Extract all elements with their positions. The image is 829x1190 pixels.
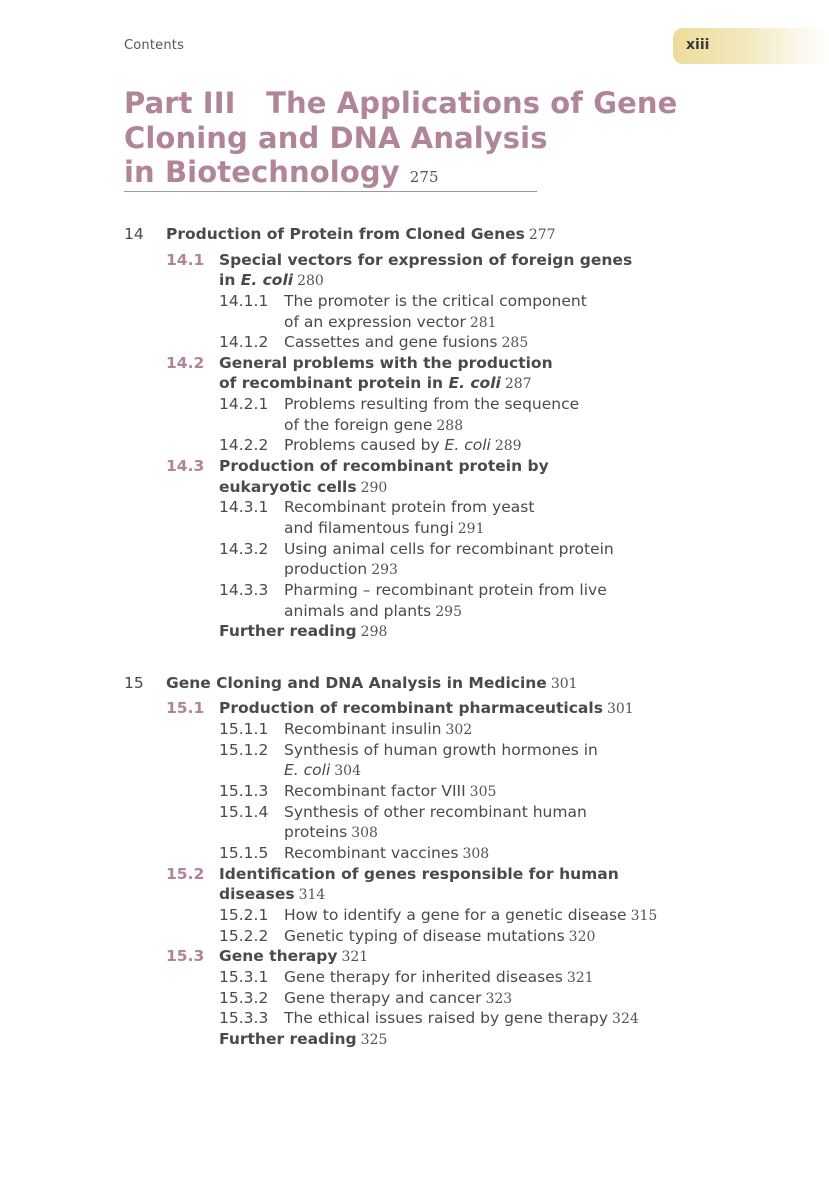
toc-entry-page: 324 [612,1011,639,1027]
toc-entry-page: 287 [504,376,532,392]
toc-entry-title [284,559,398,580]
toc-entry-page: 308 [351,825,378,841]
toc-entry-page: 323 [485,991,513,1007]
toc-entry-number: 15.1.5 [219,844,269,862]
toc-entry-text: Production of recombinant protein by [219,457,549,475]
toc-entry-title [219,864,619,884]
part-title-line-2: Cloning and DNA Analysis [124,120,548,155]
toc-entry-italic: E. coli [444,436,491,454]
toc-entry-title [284,539,614,559]
toc-entry-page: 325 [360,1032,388,1048]
toc-entry-page: 301 [606,701,634,717]
toc-entry-title [284,926,595,947]
toc-entry-text: Gene Cloning and DNA Analysis in Medicine [166,674,547,692]
toc-entry-text: and filamentous fungi [284,519,454,537]
toc-entry-text: Recombinant insulin [284,720,442,738]
toc-entry-title [166,673,578,694]
toc-entry-text: of an expression vector [284,313,466,331]
toc-entry-page: 285 [501,335,529,351]
toc-entry-text: Production of Protein from Cloned Genes [166,225,525,243]
toc-entry-title [284,580,607,600]
toc-entry-title [284,497,534,517]
part-page-number: 275 [409,168,439,186]
toc-entry-page: 320 [568,929,596,945]
toc-entry-title [284,760,361,781]
toc-entry-number: 15.3.2 [219,989,269,1007]
toc-entry-text: of the foreign gene [284,416,433,434]
toc-entry-italic: E. coli [448,374,501,392]
toc-entry-number: 15.1.2 [219,741,269,759]
toc-entry-title [284,415,463,436]
part-title-line-3-text: in Biotechnology [124,155,400,189]
toc-entry-title [284,518,485,539]
toc-entry-page: 302 [445,722,473,738]
toc-entry-number: 15.2.2 [219,927,269,945]
toc-entry-text: Further reading [219,622,357,640]
toc-entry-page: 290 [360,480,388,496]
toc-entry-number: 15.1.4 [219,803,269,821]
toc-entry-title [284,781,496,802]
toc-entry-text: How to identify a gene for a genetic disease [284,906,627,924]
toc-entry-text: Problems caused by [284,436,445,454]
toc-entry-title [219,456,549,476]
toc-entry-number: 14.3.2 [219,540,269,558]
title-rule [124,191,537,192]
toc-entry-number: 15 [124,674,144,692]
toc-entry-number: 14 [124,225,144,243]
page-number: xiii [686,37,710,53]
toc-entry-text: Genetic typing of disease mutations [284,927,565,945]
toc-entry-page: 314 [298,887,326,903]
toc-entry-title [284,394,579,414]
toc-entry-number: 15.1.3 [219,782,269,800]
toc-entry-title [219,373,532,394]
toc-entry-page: 281 [469,315,497,331]
toc-entry-title [284,435,522,456]
toc-entry-page: 308 [462,846,490,862]
toc-entry-title [284,719,472,740]
toc-entry-number: 15.1 [166,699,205,717]
toc-entry-title [219,270,324,291]
toc-entry-text: Problems resulting from the sequence [284,395,580,413]
toc-entry-number: 14.2 [166,354,205,372]
toc-entry-text: proteins [284,823,348,841]
toc-entry-number: 14.2.2 [219,436,269,454]
toc-entry-text: The promoter is the critical component [284,292,587,310]
toc-entry-title [284,332,528,353]
page-number-tab [673,28,829,64]
toc-entry-text: Further reading [219,1030,357,1048]
toc-entry-number: 15.3.1 [219,968,269,986]
toc-entry-title [219,1029,387,1050]
toc-entry-page: 304 [334,763,361,779]
toc-entry-text: Gene therapy and cancer [284,989,482,1007]
toc-entry-title [284,601,462,622]
toc-entry-number: 14.3 [166,457,205,475]
toc-entry-title [284,843,489,864]
toc-entry-title [219,250,632,270]
toc-entry-italic: E. coli [284,761,331,779]
toc-entry-title [284,988,512,1009]
toc-entry-page: 289 [494,438,522,454]
toc-entry-page: 280 [297,273,324,289]
toc-entry-text: General problems with the production [219,354,553,372]
part-title-line-3 [124,155,684,195]
toc-entry-text: animals and plants [284,602,432,620]
toc-entry-title [284,967,594,988]
toc-entry-text: Special vectors for expression of foreign genes [219,251,633,269]
toc-entry-title [284,1008,639,1029]
toc-entry-title [284,312,497,333]
toc-entry-page: 315 [630,908,658,924]
toc-entry-number: 15.3 [166,947,205,965]
toc-entry-text: Pharming – recombinant protein from live [284,581,607,599]
toc-entry-text: Production of recombinant pharmaceuticals [219,699,603,717]
toc-entry-number: 15.2 [166,865,205,883]
toc-entry-text: diseases [219,885,295,903]
toc-entry-page: 288 [436,418,464,434]
toc-entry-title [219,884,325,905]
toc-entry-page: 321 [566,970,594,986]
toc-entry-text: Recombinant factor VIII [284,782,466,800]
toc-entry-page: 321 [341,949,369,965]
toc-entry-text: Using animal cells for recombinant protein [284,540,614,558]
toc-entry-page: 298 [360,624,388,640]
toc-entry-page: 293 [371,562,398,578]
toc-entry-page: 277 [528,227,556,243]
toc-entry-number: 14.1.1 [219,292,269,310]
running-head: Contents [124,38,185,53]
toc-entry-page: 295 [435,604,462,620]
toc-entry-text: Synthesis of human growth hormones in [284,741,598,759]
toc-entry-title [166,224,556,245]
toc-entry-title [219,698,634,719]
toc-entry-text: Gene therapy for inherited diseases [284,968,563,986]
toc-entry-text: Synthesis of other recombinant human [284,803,587,821]
toc-entry-text: of recombinant protein in [219,374,449,392]
toc-entry-text: Identification of genes responsible for human [219,865,619,883]
toc-entry-text: Recombinant vaccines [284,844,459,862]
toc-entry-page: 301 [550,676,578,692]
toc-entry-text: Cassettes and gene fusions [284,333,498,351]
toc-entry-number: 15.3.3 [219,1009,269,1027]
toc-entry-title [284,740,598,760]
toc-entry-title [284,822,378,843]
toc-entry-title [219,353,553,373]
toc-entry-number: 14.3.3 [219,581,269,599]
toc-entry-text: Gene therapy [219,947,338,965]
toc-entry-text: in [219,271,241,289]
toc-entry-title [219,946,368,967]
toc-entry-number: 15.2.1 [219,906,269,924]
toc-entry-title [284,802,587,822]
toc-entry-title [219,621,387,642]
toc-entry-number: 14.1 [166,251,205,269]
toc-entry-text: Recombinant protein from yeast [284,498,535,516]
toc-entry-title [284,905,657,926]
part-title [124,86,684,195]
toc-entry-text: eukaryotic cells [219,478,357,496]
toc-entry-number: 14.1.2 [219,333,269,351]
toc-entry-page: 305 [469,784,497,800]
part-title-line-1: Part III The Applications of Gene [124,86,678,120]
toc-entry-number: 14.3.1 [219,498,269,516]
toc-entry-page: 291 [457,521,485,537]
toc-entry-text: The ethical issues raised by gene therapy [284,1009,609,1027]
toc-entry-italic: E. coli [240,271,294,289]
toc-entry-title [219,477,387,498]
toc-entry-title [284,291,587,311]
toc-entry-text: production [284,560,368,578]
toc-entry-number: 15.1.1 [219,720,269,738]
toc-entry-number: 14.2.1 [219,395,269,413]
